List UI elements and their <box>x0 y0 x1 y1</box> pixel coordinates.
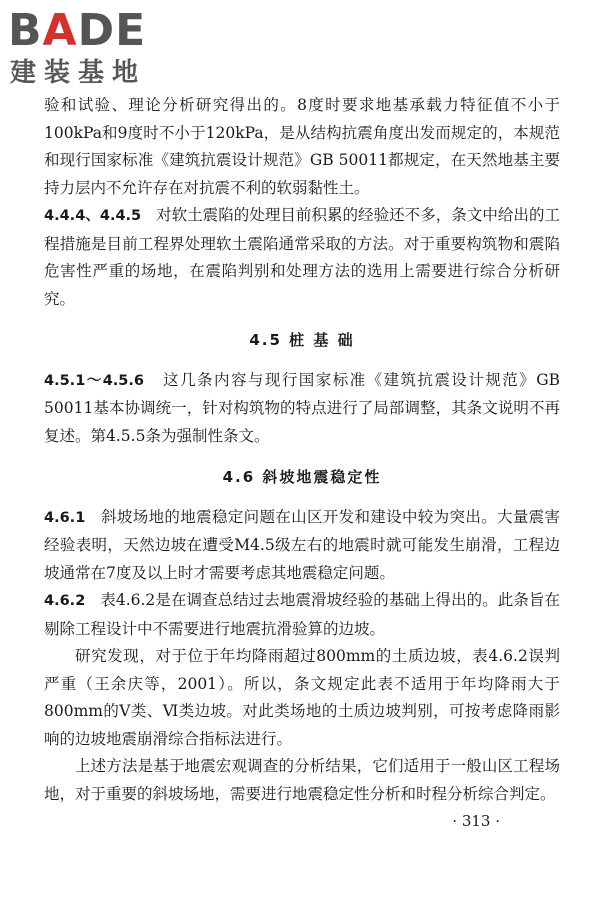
logo-cjk-text: 建装基地 <box>10 58 147 88</box>
paragraph-clause-4-6-1 <box>44 504 560 588</box>
logo-latin-text <box>8 5 147 56</box>
page-number: · 313 · <box>452 812 500 830</box>
document-body <box>44 92 560 808</box>
paragraph-text: 研究发现，对于位于年均降雨超过800mm的土质边坡，表4.6.2误判严重（王余庆等，2001）。所以，条文规定此表不适用于年均降雨大于800mm的Ⅴ类、Ⅵ类边坡。对此类场地的土质边坡判别，可按考虑降雨影响的边坡地震崩滑综合指标法进行。 <box>44 647 560 748</box>
logo-letter-a-accent: A <box>42 5 78 56</box>
paragraph-text: 这几条内容与现行国家标准《建筑抗震设计规范》GB 50011基本协调统一，针对构筑物的特点进行了局部调整，其条文说明不再复述。第4.5.5条为强制性条文。 <box>44 370 560 445</box>
paragraph-conclusion <box>44 753 560 808</box>
clause-number: 4.5.1～4.5.6 <box>44 372 144 389</box>
paragraph-text: 对软土震陷的处理目前积累的经验还不多，条文中给出的工程措施是目前工程界处理软土震陷通常采取的方法。对于重要构筑物和震陷危害性严重的场地，在震陷判别和处理方法的选用上需要进行综合分析研究。 <box>44 206 561 308</box>
paragraph-text: 上述方法是基于地震宏观调查的分析结果，它们适用于一般山区工程场地，对于重要的斜坡场地，需要进行地震稳定性分析和时程分析综合判定。 <box>44 757 560 803</box>
paragraph-text: 验和试验、理论分析研究得出的。8度时要求地基承载力特征值不小于100kPa和9度时不小于120kPa，是从结构抗震角度出发而规定的，本规范和现行国家标准《建筑抗震设计规范》GB 50011都规定，在天然地基主要持力层内不允许存在对抗震不利的软弱黏性土。 <box>44 96 560 197</box>
clause-number: 4.6.2 <box>44 593 86 609</box>
clause-number: 4.6.1 <box>44 509 86 526</box>
paragraph-clause-4-5-1 <box>44 367 560 451</box>
section-title-4-5: 4.5 桩 基 础 <box>249 331 355 349</box>
bade-logo <box>8 5 178 90</box>
paragraph-text: 表4.6.2是在调查总结过去地震滑坡经验的基础上得出的。此条旨在剔除工程设计中不需要进行地震抗滑验算的边坡。 <box>44 591 560 638</box>
section-title-4-6: 4.6 斜坡地震稳定性 <box>222 468 382 486</box>
paragraph-text: 斜坡场地的地震稳定问题在山区开发和建设中较为突出。大量震害经验表明，天然边坡在遭受M4.5级左右的地震时就可能发生崩滑，工程边坡通常在7度及以上时才需要考虑其地震稳定问题。 <box>44 507 560 582</box>
paragraph-research <box>44 643 560 753</box>
logo-letters-de: DE <box>77 5 147 56</box>
paragraph-continuation <box>44 92 560 202</box>
logo-letter-b: B <box>8 5 43 56</box>
clause-number: 4.4.4、4.4.5 <box>44 208 142 224</box>
paragraph-clause-4-4-4 <box>44 202 560 313</box>
paragraph-clause-4-6-2 <box>44 587 560 643</box>
